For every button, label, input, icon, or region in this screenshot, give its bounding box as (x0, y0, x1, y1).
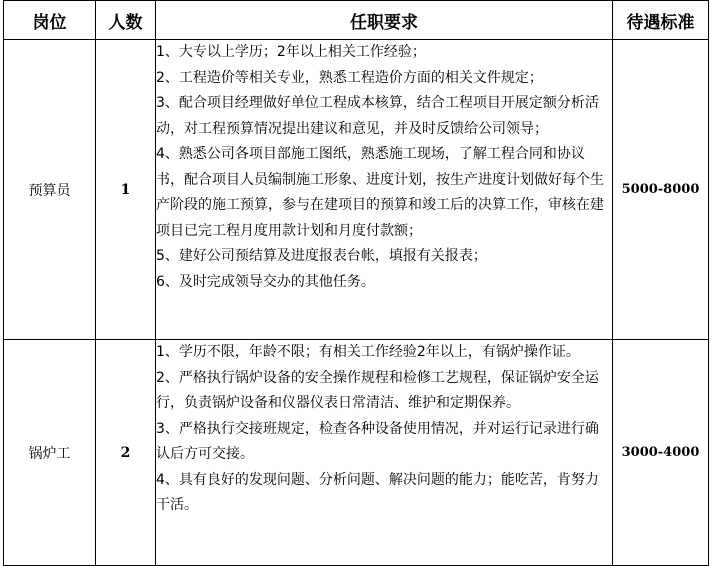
header-requirements: 任职要求 (156, 1, 613, 40)
header-salary: 待遇标准 (613, 1, 709, 40)
requirement-item: 2、严格执行锅炉设备的安全操作规程和检修工艺规程，保证锅炉安全运行，负责锅炉设备和仪器仪表日常清洁、维护和定期保养。 (156, 369, 599, 411)
requirements-cell (156, 340, 613, 566)
salary-cell: 3000-4000 (613, 340, 709, 566)
requirement-item: 4、熟悉公司各项目部施工图纸，熟悉施工现场，了解工程合同和协议书，配合项目人员编制施工形象、进度计划，按生产进度计划做好每个生产阶段的施工预算，参与在建项目的预算和竣工后的决算工作，审核在建项目已完工程月度用款计划和月度付款额； (156, 146, 604, 239)
header-position: 岗位 (4, 1, 96, 40)
table-row (4, 340, 709, 566)
requirement-item: 3、严格执行交接班规定，检查各种设备使用情况，并对运行记录进行确认后方可交接。 (156, 420, 599, 462)
requirements-cell (156, 40, 613, 340)
header-count: 人数 (96, 1, 156, 40)
requirement-item: 6、及时完成领导交办的其他任务。 (156, 273, 375, 290)
requirement-item: 3、配合项目经理做好单位工程成本核算，结合工程项目开展定额分析活动，对工程预算情况提出建议和意见，并及时反馈给公司领导； (156, 95, 599, 137)
count-cell: 1 (96, 40, 156, 340)
position-cell: 预算员 (4, 40, 96, 340)
count-cell: 2 (96, 340, 156, 566)
requirement-item: 1、大专以上学历；2年以上相关工作经验； (156, 44, 426, 60)
position-cell: 锅炉工 (4, 340, 96, 566)
job-requirements-table (3, 0, 709, 566)
table-row (4, 40, 709, 340)
requirement-item: 2、工程造价等相关专业，熟悉工程造价方面的相关文件规定； (156, 69, 543, 86)
table-header-row (4, 1, 709, 40)
requirement-item: 4、具有良好的发现问题、分析问题、解决问题的能力；能吃苦，肯努力干活。 (156, 471, 599, 513)
salary-cell: 5000-8000 (613, 40, 709, 340)
requirement-item: 1、学历不限，年龄不限；有相关工作经验2年以上，有锅炉操作证。 (156, 344, 580, 360)
requirement-item: 5、建好公司预结算及进度报表台帐，填报有关报表； (156, 248, 487, 264)
